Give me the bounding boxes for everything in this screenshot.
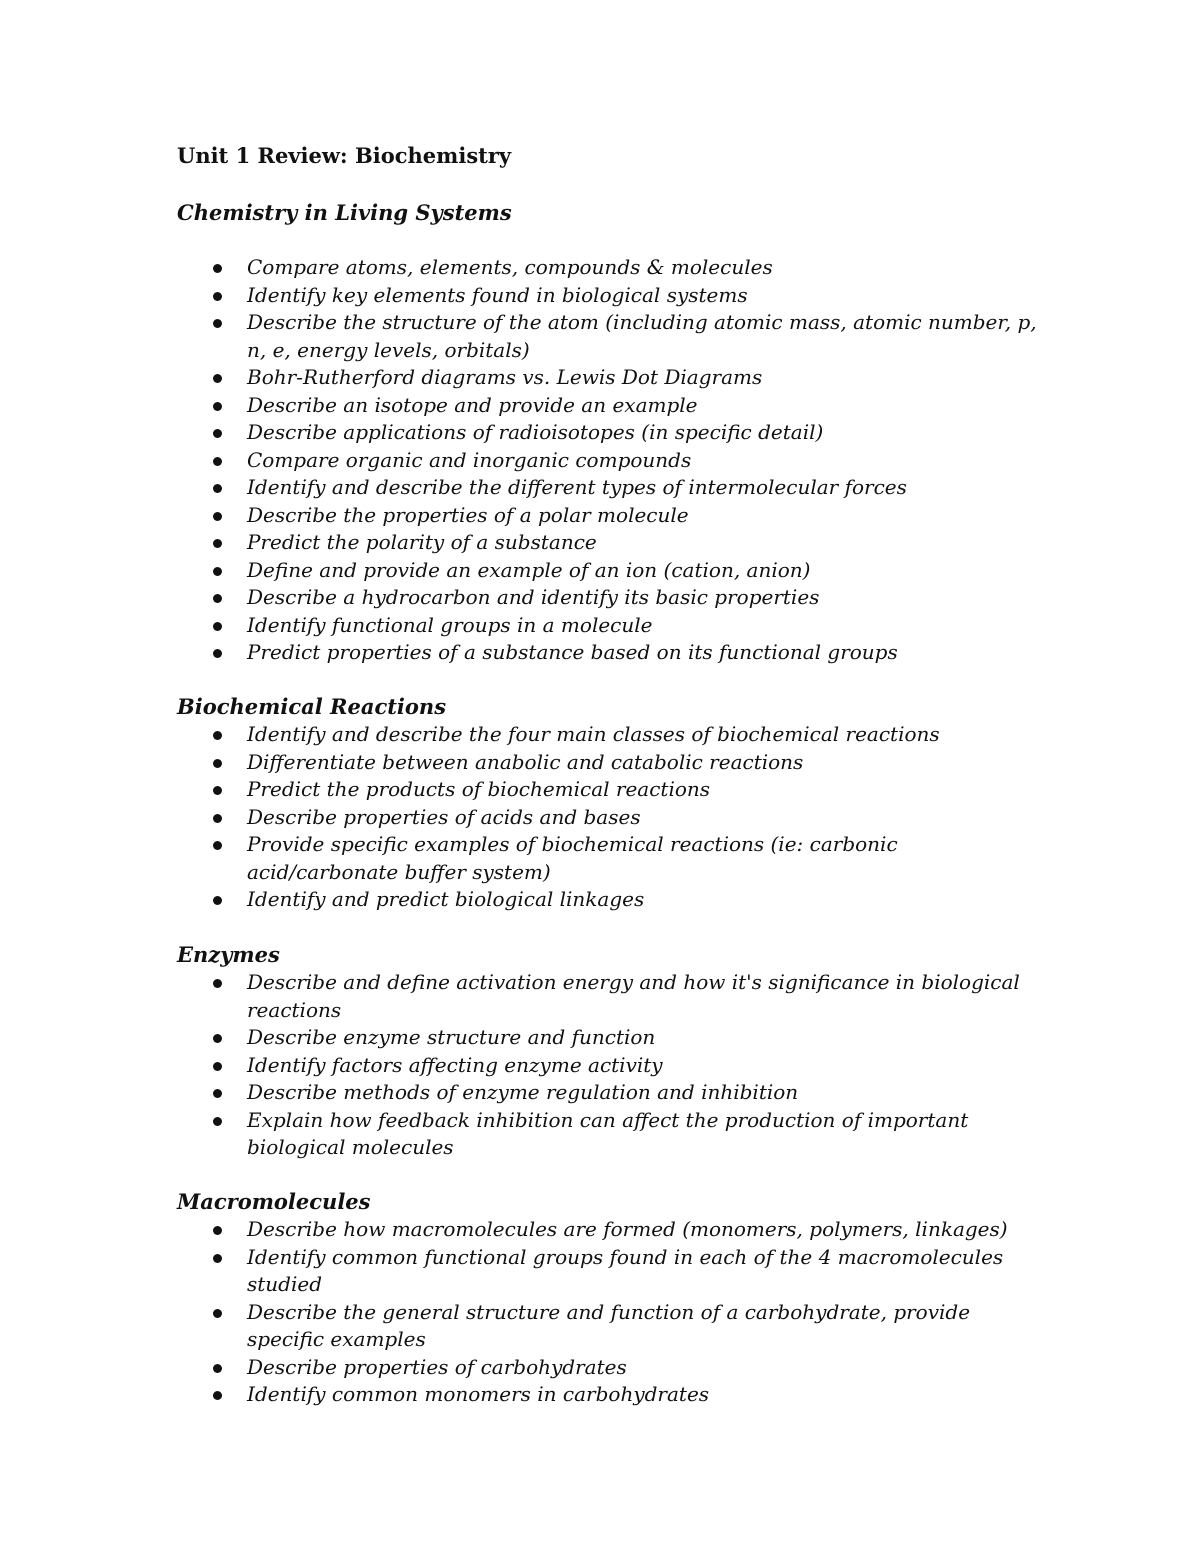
list-item: Predict the products of biochemical reactions (177, 776, 1037, 804)
list-item: Describe and define activation energy and how it's significance in biological reactions (177, 969, 1037, 1024)
bullet-icon (213, 374, 222, 383)
list-item: Describe applications of radioisotopes (in specific detail) (177, 419, 1037, 447)
list-item: Identify functional groups in a molecule (177, 612, 1037, 640)
list-item: Identify and describe the different types of intermolecular forces (177, 474, 1037, 502)
bullet-icon (213, 484, 222, 493)
section-enzymes (177, 941, 1037, 1162)
bullet-icon (213, 1391, 222, 1400)
list-item: Describe the general structure and function of a carbohydrate, provide specific examples (177, 1299, 1037, 1354)
list-item: Describe the properties of a polar molecule (177, 502, 1037, 530)
bullet-icon (213, 814, 222, 823)
list-item: Describe the structure of the atom (including atomic mass, atomic number, p, n, e, energy levels, orbitals) (177, 309, 1037, 364)
bullet-icon (213, 264, 222, 273)
list-item: Predict properties of a substance based on its functional groups (177, 639, 1037, 667)
bullet-icon (213, 1309, 222, 1318)
bullet-icon (213, 1062, 222, 1071)
bullet-icon (213, 622, 222, 631)
bullet-icon (213, 1117, 222, 1126)
bullet-list (177, 721, 1037, 914)
section-macromolecules (177, 1188, 1037, 1409)
list-item: Describe how macromolecules are formed (monomers, polymers, linkages) (177, 1216, 1037, 1244)
list-item: Describe properties of acids and bases (177, 804, 1037, 832)
bullet-icon (213, 1254, 222, 1263)
list-item: Describe a hydrocarbon and identify its basic properties (177, 584, 1037, 612)
page-title: Unit 1 Review: Biochemistry (177, 143, 512, 168)
list-item: Compare organic and inorganic compounds (177, 447, 1037, 475)
list-item: Describe methods of enzyme regulation and inhibition (177, 1079, 1037, 1107)
bullet-icon (213, 979, 222, 988)
bullet-icon (213, 759, 222, 768)
list-item: Provide specific examples of biochemical reactions (ie: carbonic acid/carbonate buffer system) (177, 831, 1037, 886)
list-item: Describe an isotope and provide an example (177, 392, 1037, 420)
list-item: Explain how feedback inhibition can affect the production of important biological molecules (177, 1107, 1037, 1162)
bullet-icon (213, 896, 222, 905)
bullet-icon (213, 292, 222, 301)
list-item: Describe enzyme structure and function (177, 1024, 1037, 1052)
bullet-icon (213, 539, 222, 548)
section-heading: Enzymes (177, 942, 280, 967)
bullet-icon (213, 731, 222, 740)
bullet-list (177, 254, 1037, 667)
bullet-list (177, 969, 1037, 1162)
list-item: Identify common functional groups found in each of the 4 macromolecules studied (177, 1244, 1037, 1299)
list-item: Compare atoms, elements, compounds & molecules (177, 254, 1037, 282)
list-item: Describe properties of carbohydrates (177, 1354, 1037, 1382)
bullet-list (177, 1216, 1037, 1409)
bullet-icon (213, 1034, 222, 1043)
list-item: Predict the polarity of a substance (177, 529, 1037, 557)
list-item: Identify factors affecting enzyme activity (177, 1052, 1037, 1080)
section-heading: Macromolecules (177, 1189, 371, 1214)
list-item: Identify common monomers in carbohydrates (177, 1381, 1037, 1409)
list-item: Bohr-Rutherford diagrams vs. Lewis Dot Diagrams (177, 364, 1037, 392)
bullet-icon (213, 319, 222, 328)
bullet-icon (213, 567, 222, 576)
section-heading: Biochemical Reactions (177, 694, 447, 719)
bullet-icon (213, 841, 222, 850)
bullet-icon (213, 1364, 222, 1373)
bullet-icon (213, 512, 222, 521)
list-item: Differentiate between anabolic and catabolic reactions (177, 749, 1037, 777)
section-heading: Chemistry in Living Systems (177, 200, 512, 225)
bullet-icon (213, 649, 222, 658)
bullet-icon (213, 594, 222, 603)
list-item: Identify and describe the four main classes of biochemical reactions (177, 721, 1037, 749)
bullet-icon (213, 786, 222, 795)
list-item: Identify and predict biological linkages (177, 886, 1037, 914)
bullet-icon (213, 457, 222, 466)
bullet-icon (213, 1226, 222, 1235)
list-item: Define and provide an example of an ion (cation, anion) (177, 557, 1037, 585)
bullet-icon (213, 429, 222, 438)
section-biochemical-reactions (177, 693, 1037, 914)
section-chemistry-in-living-systems (177, 199, 1037, 667)
bullet-icon (213, 1089, 222, 1098)
bullet-icon (213, 402, 222, 411)
list-item: Identify key elements found in biological systems (177, 282, 1037, 310)
